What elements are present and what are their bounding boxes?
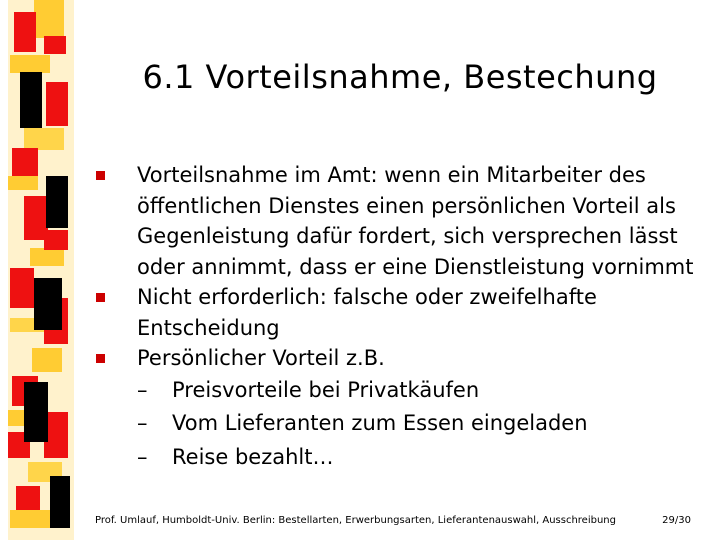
bullet-item — [90, 160, 710, 282]
square-bullet-icon — [96, 293, 105, 302]
dash-bullet-icon: – — [137, 444, 148, 469]
square-bullet-icon — [96, 171, 105, 180]
bullet-item — [90, 343, 710, 374]
sub-bullet-text: Reise bezahlt… — [172, 444, 334, 469]
sub-bullet-item — [90, 441, 710, 475]
slide-title: 6.1 Vorteilsnahme, Bestechung — [142, 58, 658, 96]
bullet-text: Vorteilsnahme im Amt: wenn ein Mitarbeiter des öffentlichen Dienstes einen persönlichen Vorteil als Gegenleistung dafür fordert, sich versprechen lässt oder annimmt, dass er eine Dienstleistung vornimmt — [137, 163, 694, 279]
bullet-text: Persönlicher Vorteil z.B. — [137, 346, 385, 370]
dash-bullet-icon: – — [137, 377, 148, 402]
bullet-text: Nicht erforderlich: falsche oder zweifelhafte Entscheidung — [137, 285, 597, 340]
sub-bullet-text: Preisvorteile bei Privatkäufen — [172, 377, 480, 402]
sub-bullet-item — [90, 407, 710, 441]
sub-bullet-item — [90, 374, 710, 408]
page-number: 29/30 — [662, 515, 691, 526]
sub-bullet-text: Vom Lieferanten zum Essen eingeladen — [172, 411, 588, 435]
decorative-stripe-border — [0, 0, 82, 540]
bullet-list — [90, 160, 710, 474]
bullet-item — [90, 282, 710, 343]
dash-bullet-icon: – — [137, 411, 148, 435]
slide-footer: Prof. Umlauf, Humboldt-Univ. Berlin: Bestellarten, Erwerbungsarten, Lieferantenauswahl, Ausschreibung — [95, 515, 616, 526]
square-bullet-icon — [96, 354, 105, 363]
